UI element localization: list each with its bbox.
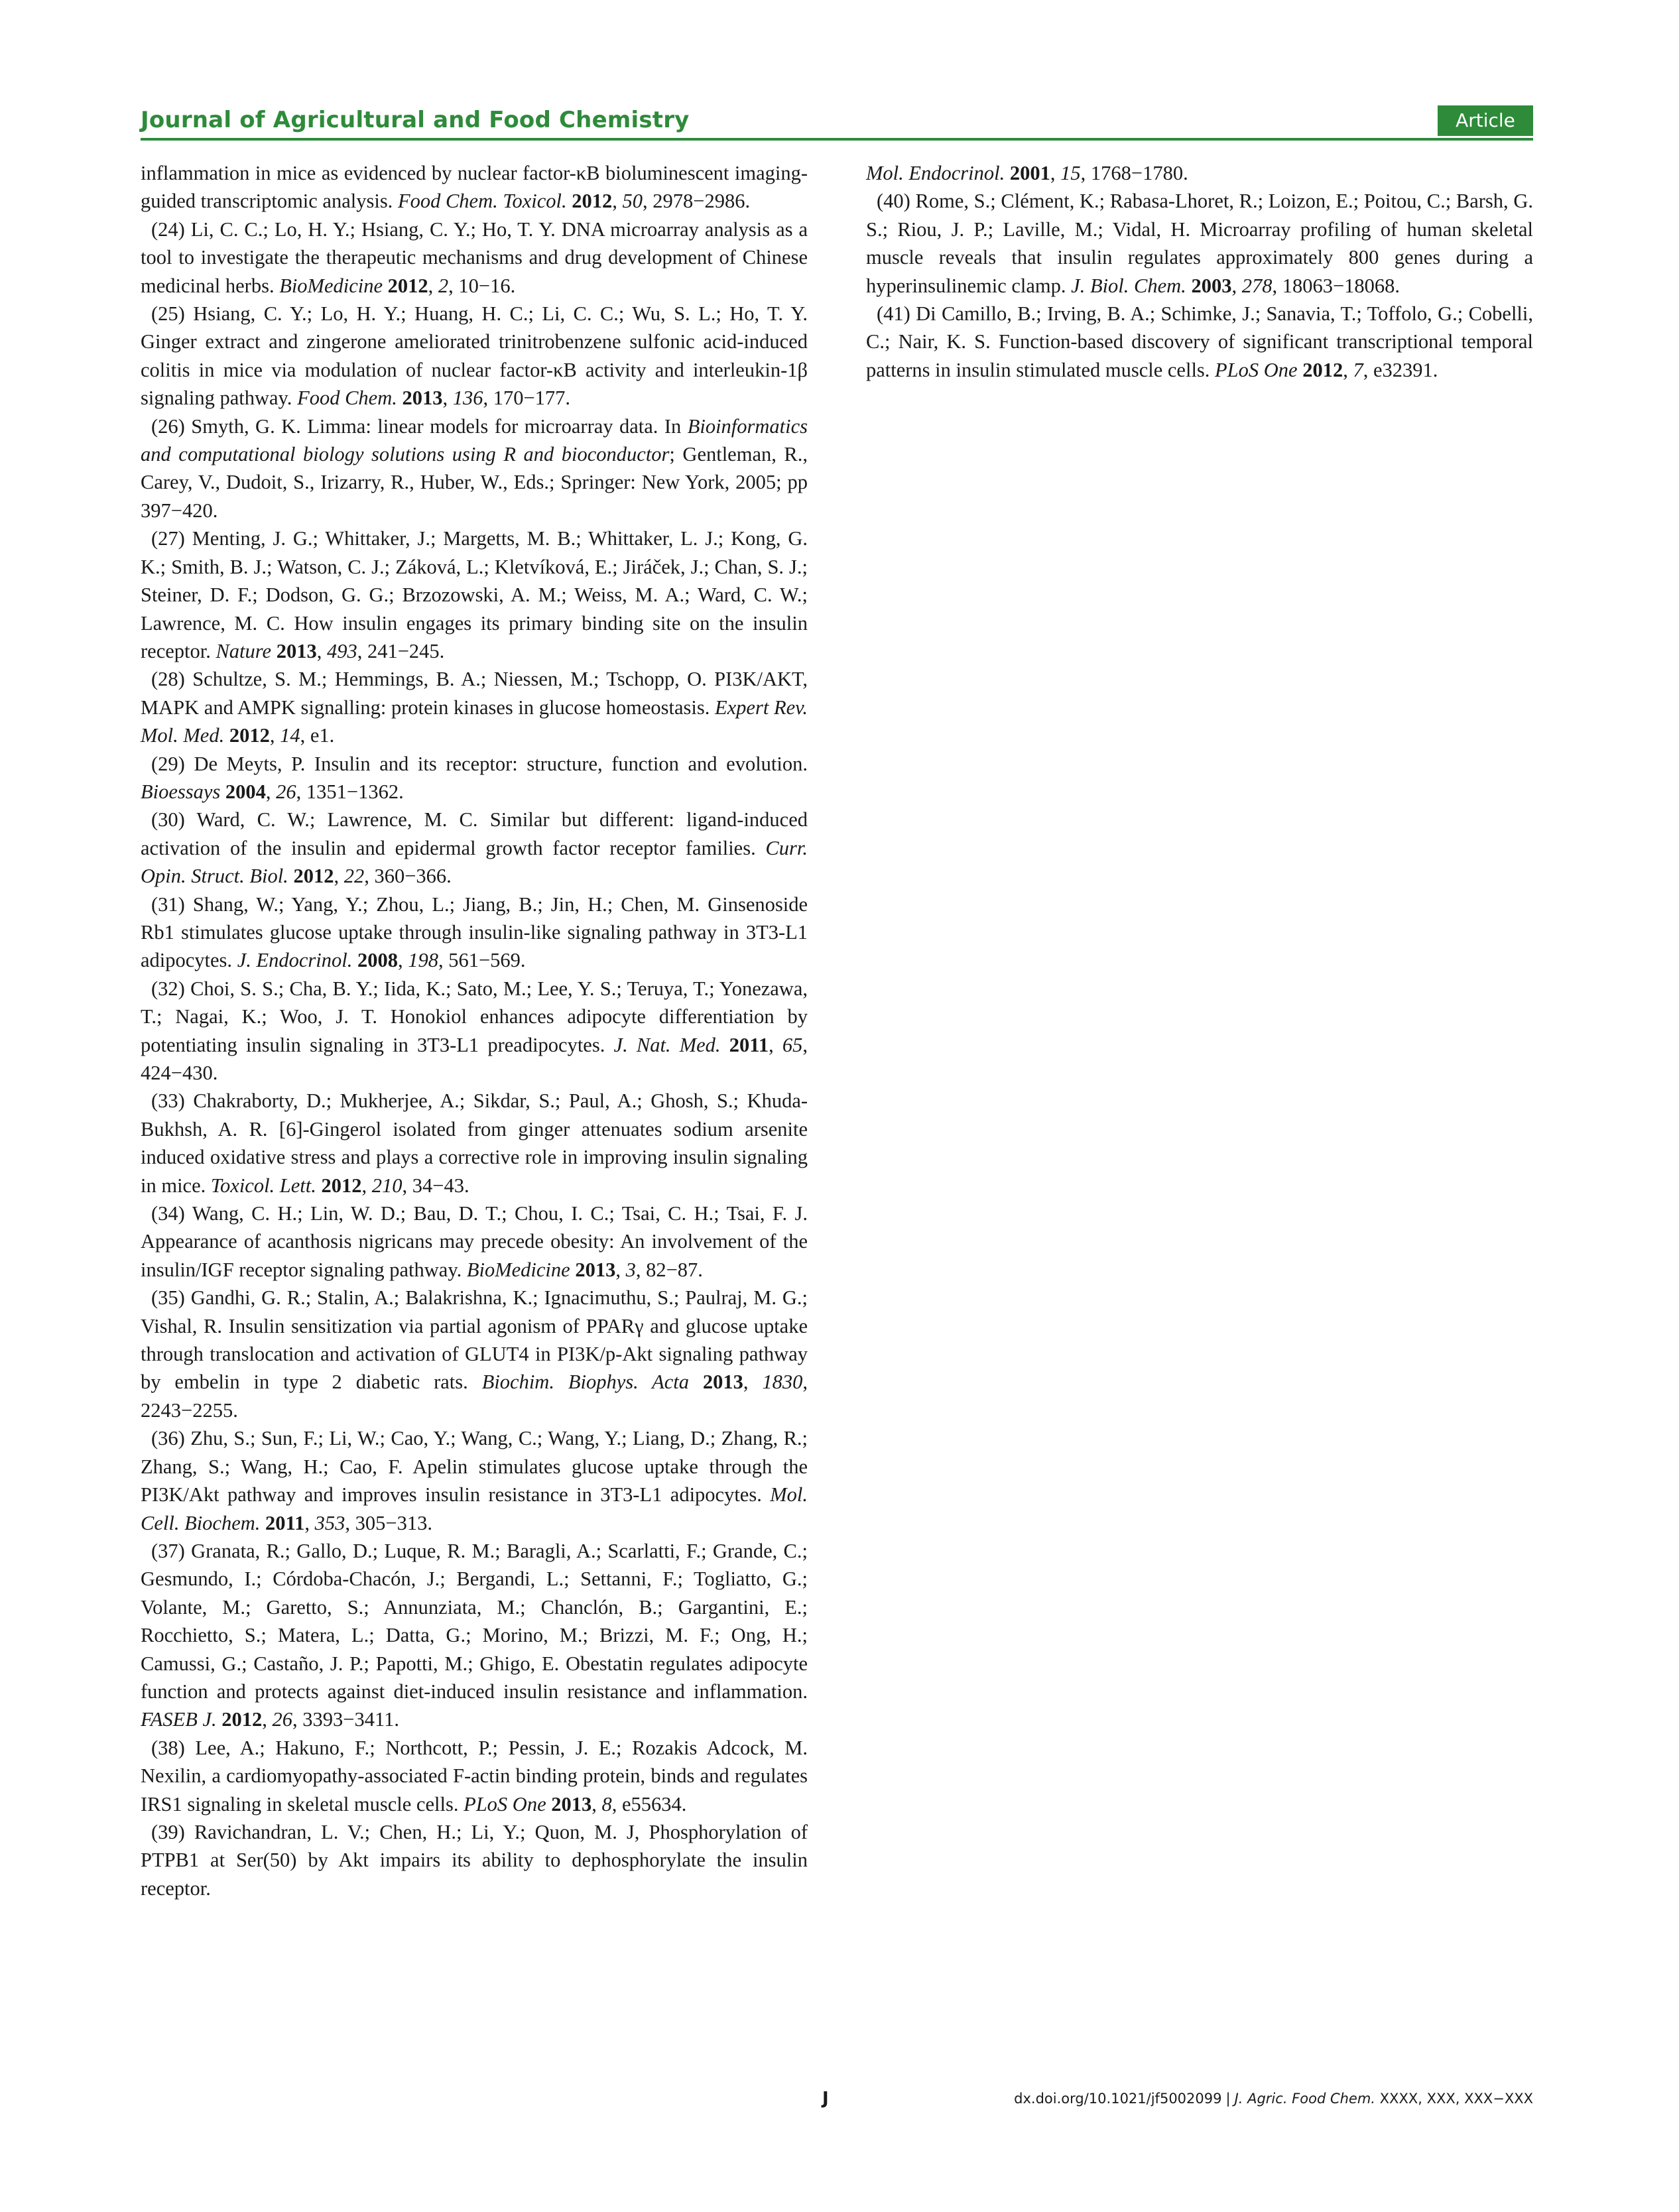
reference-27: (27) Menting, J. G.; Whittaker, J.; Margetts, M. B.; Whittaker, L. J.; Kong, G. K.; Smith, B. J.; Watson, C. J.; Záková, L.; Kletvíková, E.; Jiráček, J.; Chan, S. J.; Steiner, D. F.; Dodson, G. G.; Brzozowski, A. M.; Weiss, M. A.; Ward, C. W.; Lawrence, M. C. How insulin engages its primary binding site on the insulin receptor. Nature 2013, 493, 241−245. (141, 527, 808, 662)
journal-header (141, 103, 1533, 141)
page-letter: J (822, 2089, 829, 2109)
reference-30: (30) Ward, C. W.; Lawrence, M. C. Similar but different: ligand-induced activation of the insulin and epidermal growth factor receptor families. Curr. Opin. Struct. Biol. 2012, 22, 360−366. (141, 808, 808, 888)
reference-32: (32) Choi, S. S.; Cha, B. Y.; Iida, K.; Sato, M.; Lee, Y. S.; Teruya, T.; Yonezawa, T.; Nagai, K.; Woo, J. T. Honokiol enhances adipocyte differentiation by potentiating insulin signaling in 3T3-L1 preadipocytes. J. Nat. Med. 2011, 65, 424−430. (141, 977, 808, 1084)
reference-29: (29) De Meyts, P. Insulin and its receptor: structure, function and evolution. Bioessays 2004, 26, 1351−1362. (141, 752, 808, 803)
doi-link[interactable]: dx.doi.org/10.1021/jf5002099 (1014, 2091, 1222, 2107)
references-column-right (866, 159, 1533, 384)
reference-25: (25) Hsiang, C. Y.; Lo, H. Y.; Huang, H. C.; Li, C. C.; Wu, S. L.; Ho, T. Y. Ginger extract and zingerone ameliorated trinitrobenzene sulfonic acid-induced colitis in mice via modulation of nuclear factor-κB activity and interleukin-1β signaling pathway. Food Chem. 2013, 136, 170−177. (141, 302, 808, 410)
references-column-left (141, 159, 808, 1902)
reference-35: (35) Gandhi, G. R.; Stalin, A.; Balakrishna, K.; Ignacimuthu, S.; Paulraj, M. G.; Vishal, R. Insulin sensitization via partial agonism of PPARγ and glucose uptake through translocation and activation of GLUT4 in PI3K/p-Akt signaling pathway by embelin in type 2 diabetic rats. Biochim. Biophys. Acta 2013, 1830, 2243−2255. (141, 1286, 808, 1422)
reference-34: (34) Wang, C. H.; Lin, W. D.; Bau, D. T.; Chou, I. C.; Tsai, C. H.; Tsai, F. J. Appearance of acanthosis nigricans may precede obesity: An involvement of the insulin/IGF receptor signaling pathway. BioMedicine 2013, 3, 82−87. (141, 1202, 808, 1281)
reference-31: (31) Shang, W.; Yang, Y.; Zhou, L.; Jiang, B.; Jin, H.; Chen, M. Ginsenoside Rb1 stimulates glucose uptake through insulin-like signaling pathway in 3T3-L1 adipocytes. J. Endocrinol. 2008, 198, 561−569. (141, 892, 808, 972)
reference-33: (33) Chakraborty, D.; Mukherjee, A.; Sikdar, S.; Paul, A.; Ghosh, S.; Khuda-Bukhsh, A. R. [6]-Gingerol isolated from ginger attenuates sodium arsenite induced oxidative stress and plays a corrective role in improving insulin signaling in mice. Toxicol. Lett. 2012, 210, 34−43. (141, 1089, 808, 1197)
volume-pages: XXXX, XXX, XXX−XXX (1379, 2091, 1533, 2107)
reference-24: (24) Li, C. C.; Lo, H. Y.; Hsiang, C. Y.; Ho, T. Y. DNA microarray analysis as a tool to investigate the therapeutic mechanisms and drug development of Chinese medicinal herbs. BioMedicine 2012, 2, 10−16. (141, 217, 808, 297)
reference-41: (41) Di Camillo, B.; Irving, B. A.; Schimke, J.; Sanavia, T.; Toffolo, G.; Cobelli, C.; Nair, K. S. Function-based discovery of significant transcriptional temporal patterns in insulin stimulated muscle cells. PLoS One 2012, 7, e32391. (866, 302, 1533, 381)
reference-39-continued: Mol. Endocrinol. 2001, 15, 1768−1780. (866, 162, 1188, 184)
reference-37: (37) Granata, R.; Gallo, D.; Luque, R. M.; Baragli, A.; Scarlatti, F.; Grande, C.; Gesmundo, I.; Córdoba-Chacón, J.; Bergandi, L.; Settanni, F.; Togliatto, G.; Volante, M.; Garetto, S.; Annunziata, M.; Chanclón, B.; Gargantini, E.; Rocchietto, S.; Matera, L.; Datta, G.; Morino, M.; Brizzi, M. F.; Ong, H.; Camussi, G.; Castaño, J. P.; Papotti, M.; Ghigo, E. Obestatin regulates adipocyte function and protects against diet-induced insulin resistance and inflammation. FASEB J. 2012, 26, 3393−3411. (141, 1539, 808, 1731)
reference-26: (26) Smyth, G. K. Limma: linear models for microarray data. In Bioinformatics and computational biology solutions using R and bioconductor; Gentleman, R., Carey, V., Dudoit, S., Irizarry, R., Huber, W., Eds.; Springer: New York, 2005; pp 397−420. (141, 414, 808, 522)
reference-39: (39) Ravichandran, L. V.; Chen, H.; Li, Y.; Quon, M. J, Phosphorylation of PTPB1 at Ser(50) by Akt impairs its ability to dephosphorylate the insulin receptor. (141, 1820, 808, 1900)
journal-abbrev: J. Agric. Food Chem. (1234, 2091, 1375, 2107)
footer-citation: dx.doi.org/10.1021/jf5002099 | J. Agric. Food Chem. XXXX, XXX, XXX−XXX (1014, 2091, 1533, 2107)
reference-40: (40) Rome, S.; Clément, K.; Rabasa-Lhoret, R.; Loizon, E.; Poitou, C.; Barsh, G. S.; Riou, J. P.; Laville, M.; Vidal, H. Microarray profiling of human skeletal muscle reveals that insulin regulates approximately 800 genes during a hyperinsulinemic clamp. J. Biol. Chem. 2003, 278, 18063−18068. (866, 190, 1533, 297)
reference-28: (28) Schultze, S. M.; Hemmings, B. A.; Niessen, M.; Tschopp, O. PI3K/AKT, MAPK and AMPK signalling: protein kinases in glucose homeostasis. Expert Rev. Mol. Med. 2012, 14, e1. (141, 668, 808, 747)
reference-36: (36) Zhu, S.; Sun, F.; Li, W.; Cao, Y.; Wang, C.; Wang, Y.; Liang, D.; Zhang, R.; Zhang, S.; Wang, H.; Cao, F. Apelin stimulates glucose uptake through the PI3K/Akt pathway and improves insulin resistance in 3T3-L1 adipocytes. Mol. Cell. Biochem. 2011, 353, 305−313. (141, 1427, 808, 1534)
article-type-badge: Article (1438, 105, 1533, 136)
reference-23-continued: inflammation in mice as evidenced by nuclear factor-κB bioluminescent imaging-guided transcriptomic analysis. Food Chem. Toxicol. 2012, 50, 2978−2986. (141, 162, 808, 213)
journal-title: Journal of Agricultural and Food Chemistry (141, 107, 690, 133)
reference-38: (38) Lee, A.; Hakuno, F.; Northcott, P.; Pessin, J. E.; Rozakis Adcock, M. Nexilin, a cardiomyopathy-associated F-actin binding protein, binds and regulates IRS1 signaling in skeletal muscle cells. PLoS One 2013, 8, e55634. (141, 1736, 808, 1815)
